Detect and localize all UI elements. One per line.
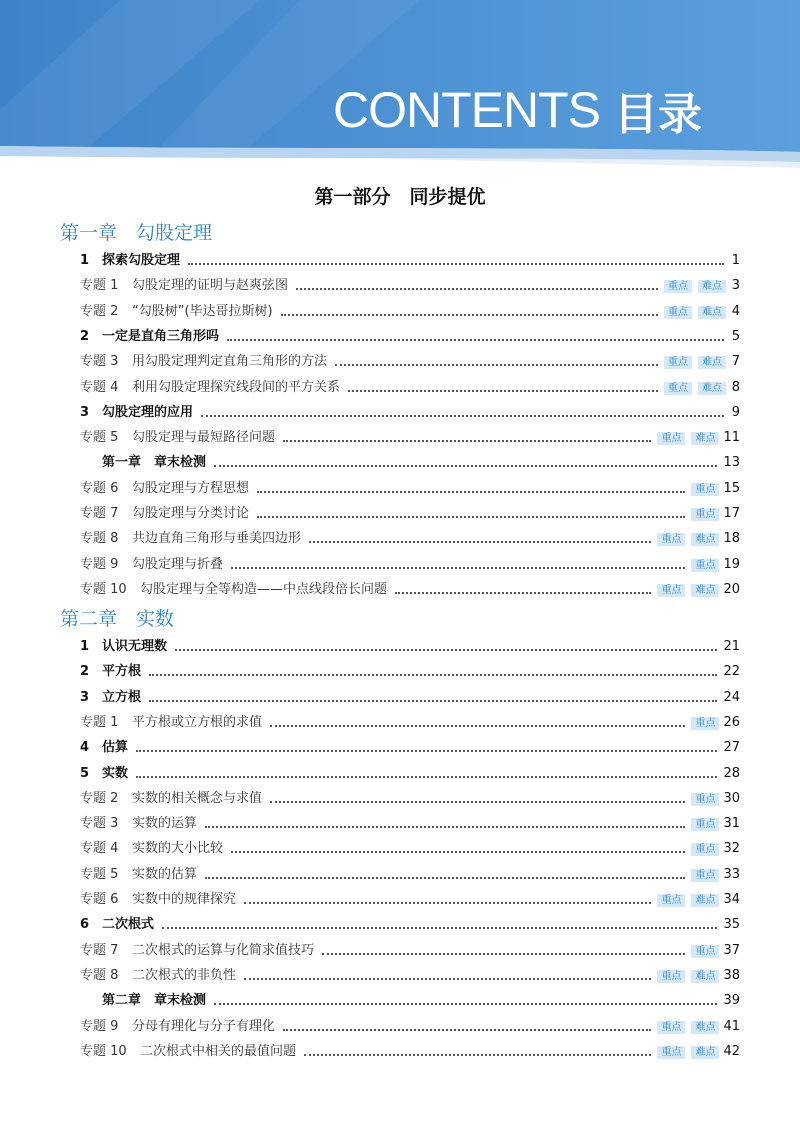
entry-number: 专题 5 (80, 430, 119, 446)
dot-leader (257, 516, 685, 518)
page-number: 28 (723, 765, 740, 781)
entry-number: 2 (80, 328, 90, 344)
entry-number: 专题 2 (80, 303, 119, 319)
entry-number: 专题 4 (80, 841, 119, 857)
difficult-point-badge: 难点 (691, 1046, 719, 1059)
toc-topic-row[interactable] (80, 1015, 740, 1035)
dot-leader (136, 776, 717, 778)
dot-leader (231, 567, 685, 569)
dot-leader (214, 465, 717, 467)
dot-leader (244, 902, 651, 904)
toc-section-row[interactable] (80, 660, 740, 680)
difficult-point-badge: 难点 (691, 432, 719, 445)
entry-number: 专题 3 (80, 816, 119, 832)
difficult-point-badge: 难点 (698, 382, 726, 395)
entry-tags (691, 717, 719, 730)
dot-leader (136, 750, 717, 752)
dot-leader (162, 927, 717, 929)
part-title: 第一部分 同步提优 (314, 186, 486, 208)
dot-leader (296, 288, 658, 290)
entry-title: 勾股定理与全等构造——中点线段倍长问题 (140, 581, 388, 597)
entry-title: 勾股定理与折叠 (132, 556, 224, 572)
entry-title: 实数的估算 (132, 866, 198, 882)
entry-number: 专题 1 (80, 714, 119, 730)
key-point-badge: 重点 (664, 356, 692, 369)
dot-leader (304, 1054, 651, 1056)
page-number: 7 (731, 354, 740, 370)
entry-tags (657, 584, 719, 597)
entry-title: 勾股定理的应用 (102, 404, 194, 420)
page-number: 41 (723, 1018, 740, 1034)
page-number: 18 (723, 531, 740, 547)
dot-leader (227, 339, 724, 341)
entry-tags (657, 1021, 719, 1034)
entry-number: 3 (80, 689, 90, 705)
entry-tags (691, 508, 719, 521)
toc-topic-row[interactable] (80, 1040, 740, 1060)
page-number: 11 (723, 430, 740, 446)
toc-topic-row[interactable] (80, 376, 740, 396)
key-point-badge: 重点 (657, 970, 685, 983)
page-number: 20 (723, 581, 740, 597)
toc-section-row[interactable] (80, 913, 740, 933)
page-number: 32 (723, 841, 740, 857)
toc-section-row[interactable] (80, 325, 740, 345)
toc-topic-row[interactable] (80, 837, 740, 857)
entry-number: 专题 3 (80, 354, 119, 370)
difficult-point-badge: 难点 (698, 280, 726, 293)
entry-title: 利用勾股定理探究线段间的平方关系 (132, 379, 341, 395)
page-number: 19 (723, 556, 740, 572)
chapter-heading[interactable]: 第二章 实数 (60, 608, 175, 630)
entry-tags (691, 559, 719, 572)
dot-leader (270, 801, 685, 803)
entry-number: 专题 9 (80, 1018, 119, 1034)
entry-tags (657, 533, 719, 546)
entry-title: 二次根式中相关的最值问题 (140, 1043, 297, 1059)
toc-section-row[interactable] (80, 401, 740, 421)
key-point-badge: 重点 (664, 280, 692, 293)
toc-section-row[interactable] (80, 736, 740, 756)
entry-tags (657, 432, 719, 445)
entry-number: 1 (80, 639, 90, 654)
entry-title: 勾股定理的证明与赵爽弦图 (132, 278, 289, 294)
page-number: 27 (723, 740, 740, 756)
toc-topic-row[interactable] (80, 578, 740, 598)
key-point-badge: 重点 (691, 793, 719, 806)
difficult-point-badge: 难点 (691, 533, 719, 546)
key-point-badge: 重点 (691, 945, 719, 958)
key-point-badge: 重点 (657, 584, 685, 597)
toc-topic-row[interactable] (80, 553, 740, 573)
toc-topic-row[interactable] (80, 939, 740, 959)
toc-section-row[interactable] (80, 989, 740, 1009)
entry-number: 专题 7 (80, 506, 119, 521)
entry-title: 实数的相关概念与求值 (132, 790, 263, 806)
key-point-badge: 重点 (657, 1021, 685, 1034)
toc-section-row[interactable] (80, 451, 740, 471)
key-point-badge: 重点 (691, 843, 719, 856)
entry-number: 专题 2 (80, 790, 119, 806)
page-number: 26 (723, 714, 740, 730)
dot-leader (149, 700, 717, 702)
entry-title: 第二章 章末检测 (102, 993, 207, 1009)
page-number: 13 (723, 455, 740, 471)
entry-number: 专题 9 (80, 556, 119, 572)
entry-number: 1 (80, 253, 90, 268)
entry-title: 实数的运算 (132, 816, 198, 832)
page-number: 42 (723, 1043, 740, 1059)
entry-title: 实数的大小比较 (132, 841, 224, 857)
page-number: 37 (723, 942, 740, 958)
page-number: 5 (731, 328, 740, 344)
page-number: 9 (731, 404, 740, 420)
entry-tags (691, 793, 719, 806)
entry-number: 专题 7 (80, 942, 119, 958)
dot-leader (205, 877, 685, 879)
entry-tags (691, 843, 719, 856)
key-point-badge: 重点 (691, 818, 719, 831)
toc-topic-row[interactable] (80, 300, 740, 320)
page-number: 22 (723, 664, 740, 680)
dot-leader (270, 725, 685, 727)
toc-topic-row[interactable] (80, 711, 740, 731)
entry-tags (691, 945, 719, 958)
entry-title: 第一章 章末检测 (102, 455, 207, 471)
entry-title: 实数 (102, 765, 129, 781)
dot-leader (281, 314, 658, 316)
entry-tags (657, 970, 719, 983)
entry-number: 专题 8 (80, 531, 119, 547)
difficult-point-badge: 难点 (691, 1021, 719, 1034)
mulu-word: 目录 (614, 89, 702, 140)
dot-leader (244, 978, 651, 980)
entry-title: 勾股定理与最短路径问题 (132, 430, 276, 446)
toc-topic-row[interactable] (80, 527, 740, 547)
key-point-badge: 重点 (691, 869, 719, 882)
toc-section-row[interactable] (80, 249, 740, 269)
entry-title: 勾股定理与分类讨论 (132, 506, 250, 521)
difficult-point-badge: 难点 (698, 356, 726, 369)
dot-leader (322, 953, 685, 955)
entry-number: 专题 6 (80, 892, 119, 907)
entry-tags (691, 869, 719, 882)
toc-topic-row[interactable] (80, 812, 740, 832)
toc-section-row[interactable] (80, 686, 740, 706)
dot-leader (214, 1003, 717, 1005)
toc-topic-row[interactable] (80, 787, 740, 807)
page-number: 39 (723, 993, 740, 1009)
page-number: 15 (723, 480, 740, 496)
entry-tags (691, 483, 719, 496)
dot-leader (257, 491, 685, 493)
dot-leader (149, 674, 717, 676)
dot-leader (283, 440, 651, 442)
entry-number: 专题 1 (80, 278, 119, 294)
key-point-badge: 重点 (691, 559, 719, 572)
key-point-badge: 重点 (657, 533, 685, 546)
page-number: 3 (731, 278, 740, 294)
entry-title: 立方根 (102, 689, 142, 705)
dot-leader (348, 390, 658, 392)
entry-number: 6 (80, 917, 90, 933)
entry-title: 实数中的规律探究 (132, 892, 237, 907)
dot-leader (205, 826, 685, 828)
contents-title (333, 80, 702, 140)
entry-tags (657, 894, 719, 907)
dot-leader (309, 541, 651, 543)
difficult-point-badge: 难点 (691, 894, 719, 907)
page-number: 1 (731, 253, 740, 268)
toc-topic-row[interactable] (80, 863, 740, 883)
entry-title: 二次根式的非负性 (132, 967, 237, 983)
chapter-heading[interactable]: 第一章 勾股定理 (60, 222, 213, 244)
toc-topic-row[interactable] (80, 426, 740, 446)
entry-number: 5 (80, 765, 90, 781)
contents-word: CONTENTS (333, 82, 600, 138)
entry-tags (664, 356, 726, 369)
page-number: 38 (723, 967, 740, 983)
entry-title: 用勾股定理判定直角三角形的方法 (132, 354, 328, 370)
page-number: 35 (723, 917, 740, 933)
page-number: 31 (723, 816, 740, 832)
entry-tags (664, 306, 726, 319)
dot-leader (335, 364, 658, 366)
entry-number: 专题 5 (80, 866, 119, 882)
page-number: 34 (723, 892, 740, 907)
entry-tags (664, 280, 726, 293)
dot-leader (231, 851, 685, 853)
toc-topic-row[interactable] (80, 274, 740, 294)
toc-section-row[interactable] (80, 635, 740, 655)
entry-number: 专题 10 (80, 581, 127, 597)
entry-number: 专题 8 (80, 967, 119, 983)
difficult-point-badge: 难点 (698, 306, 726, 319)
entry-title: 认识无理数 (102, 639, 168, 654)
key-point-badge: 重点 (691, 483, 719, 496)
entry-title: 二次根式的运算与化简求值技巧 (132, 942, 315, 958)
entry-tags (691, 818, 719, 831)
key-point-badge: 重点 (657, 894, 685, 907)
page-number: 4 (731, 303, 740, 319)
page-number: 30 (723, 790, 740, 806)
toc-topic-row[interactable] (80, 350, 740, 370)
entry-number: 4 (80, 740, 90, 756)
page-number: 21 (723, 639, 740, 654)
difficult-point-badge: 难点 (691, 584, 719, 597)
page-number: 33 (723, 866, 740, 882)
key-point-badge: 重点 (657, 1046, 685, 1059)
entry-title: 勾股定理与方程思想 (132, 480, 250, 496)
entry-title: 一定是直角三角形吗 (102, 328, 220, 344)
key-point-badge: 重点 (657, 432, 685, 445)
entry-title: 估算 (102, 740, 129, 756)
page-number: 17 (723, 506, 740, 521)
entry-title: 二次根式 (102, 917, 155, 933)
entry-title: 平方根 (102, 664, 142, 680)
key-point-badge: 重点 (691, 508, 719, 521)
entry-number: 2 (80, 664, 90, 680)
entry-title: “勾股树”(毕达哥拉斯树) (132, 303, 273, 319)
entry-number: 3 (80, 404, 90, 420)
entry-number: 专题 10 (80, 1043, 127, 1059)
entry-title: 平方根或立方根的求值 (132, 714, 263, 730)
toc-topic-row[interactable] (80, 502, 740, 522)
toc-topic-row[interactable] (80, 964, 740, 984)
dot-leader (395, 592, 651, 594)
difficult-point-badge: 难点 (691, 970, 719, 983)
key-point-badge: 重点 (691, 717, 719, 730)
page-number: 24 (723, 689, 740, 705)
key-point-badge: 重点 (664, 382, 692, 395)
dot-leader (283, 1029, 651, 1031)
entry-title: 共边直角三角形与垂美四边形 (132, 531, 302, 547)
entry-tags (664, 382, 726, 395)
dot-leader (175, 649, 717, 651)
page-number: 8 (731, 379, 740, 395)
toc-section-row[interactable] (80, 762, 740, 782)
toc-topic-row[interactable] (80, 477, 740, 497)
key-point-badge: 重点 (664, 306, 692, 319)
entry-number: 专题 4 (80, 379, 119, 395)
entry-title: 分母有理化与分子有理化 (132, 1018, 276, 1034)
entry-tags (657, 1046, 719, 1059)
entry-title: 探索勾股定理 (102, 253, 181, 268)
dot-leader (201, 415, 724, 417)
toc-topic-row[interactable] (80, 888, 740, 908)
dot-leader (188, 263, 724, 265)
entry-number: 专题 6 (80, 480, 119, 496)
